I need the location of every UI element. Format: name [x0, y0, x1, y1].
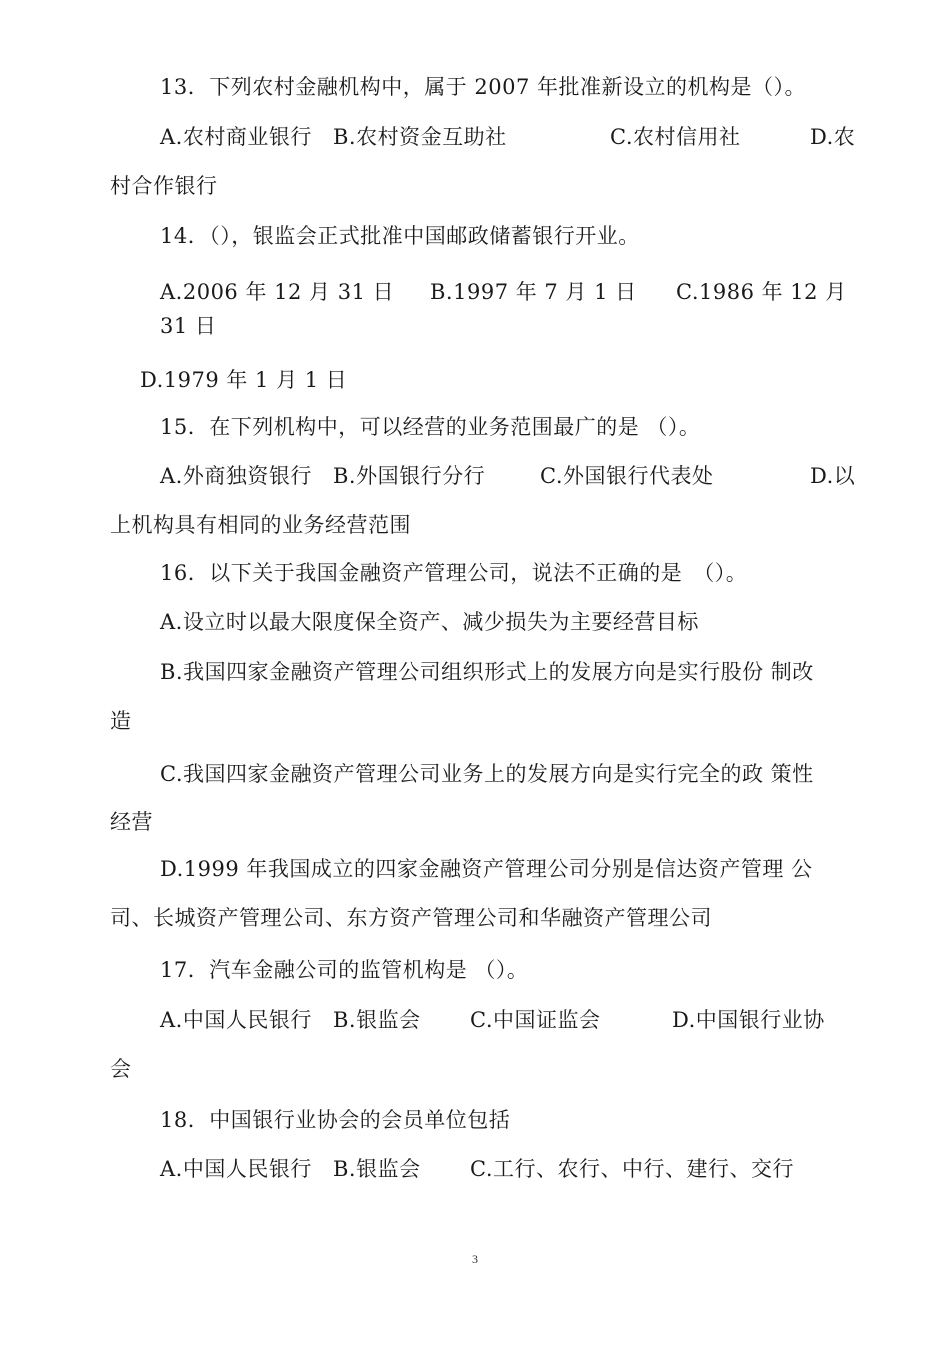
question-14-option-b: B.1997 年 7 月 1 日 — [430, 280, 637, 304]
question-14-option-c-continued: 31 日 — [160, 314, 217, 338]
question-16-option-a: A.设立时以最大限度保全资产、减少损失为主要经营目标 — [160, 610, 699, 634]
question-13-option-d: D.农 — [810, 125, 856, 149]
question-13-option-c: C.农村信用社 — [610, 125, 741, 149]
question-17-option-d: D.中国银行业协 — [672, 1008, 825, 1032]
question-17-option-c: C.中国证监会 — [470, 1008, 601, 1032]
question-14-option-c: C.1986 年 12 月 — [676, 280, 847, 304]
question-18-stem: 18．中国银行业协会的会员单位包括 — [160, 1108, 511, 1132]
question-14-option-a: A.2006 年 12 月 31 日 — [160, 280, 395, 304]
question-16-option-b: B.我国四家金融资产管理公司组织形式上的发展方向是实行股份 制改 — [160, 660, 814, 684]
question-16-option-b-continued: 造 — [110, 709, 132, 733]
question-13-stem: 13．下列农村金融机构中，属于 2007 年批准新设立的机构是（）。 — [160, 75, 807, 99]
question-16-option-d-continued: 司、长城资产管理公司、东方资产管理公司和华融资产管理公司 — [110, 906, 712, 930]
question-15-option-a: A.外商独资银行 — [160, 464, 312, 488]
page-number: 3 — [472, 1252, 478, 1266]
question-13-option-d-continued: 村合作银行 — [110, 174, 218, 198]
question-13-option-b: B.农村资金互助社 — [333, 125, 507, 149]
question-18-option-a: A.中国人民银行 — [160, 1157, 312, 1181]
question-17-stem: 17．汽车金融公司的监管机构是 （）。 — [160, 958, 529, 982]
question-18-option-b: B.银监会 — [333, 1157, 421, 1181]
question-15-option-c: C.外国银行代表处 — [540, 464, 714, 488]
question-15-option-b: B.外国银行分行 — [333, 464, 486, 488]
question-15-option-d-continued: 上机构具有相同的业务经营范围 — [110, 513, 411, 537]
question-16-stem: 16．以下关于我国金融资产管理公司，说法不正确的是 （）。 — [160, 561, 748, 585]
question-15-option-d: D.以 — [810, 464, 856, 488]
question-17-option-d-continued: 会 — [110, 1057, 132, 1081]
question-16-option-c: C.我国四家金融资产管理公司业务上的发展方向是实行完全的政 策性 — [160, 762, 814, 786]
question-16-option-c-continued: 经营 — [110, 810, 153, 834]
question-14-option-d: D.1979 年 1 月 1 日 — [140, 368, 348, 392]
question-17-option-a: A.中国人民银行 — [160, 1008, 312, 1032]
question-16-option-d: D.1999 年我国成立的四家金融资产管理公司分别是信达资产管理 公 — [160, 857, 813, 881]
question-15-stem: 15．在下列机构中，可以经营的业务范围最广的是 （）。 — [160, 415, 701, 439]
question-14-stem: 14．（），银监会正式批准中国邮政储蓄银行开业。 — [160, 224, 640, 248]
question-17-option-b: B.银监会 — [333, 1008, 421, 1032]
question-18-option-c: C.工行、农行、中行、建行、交行 — [470, 1157, 794, 1181]
question-13-option-a: A.农村商业银行 — [160, 125, 312, 149]
